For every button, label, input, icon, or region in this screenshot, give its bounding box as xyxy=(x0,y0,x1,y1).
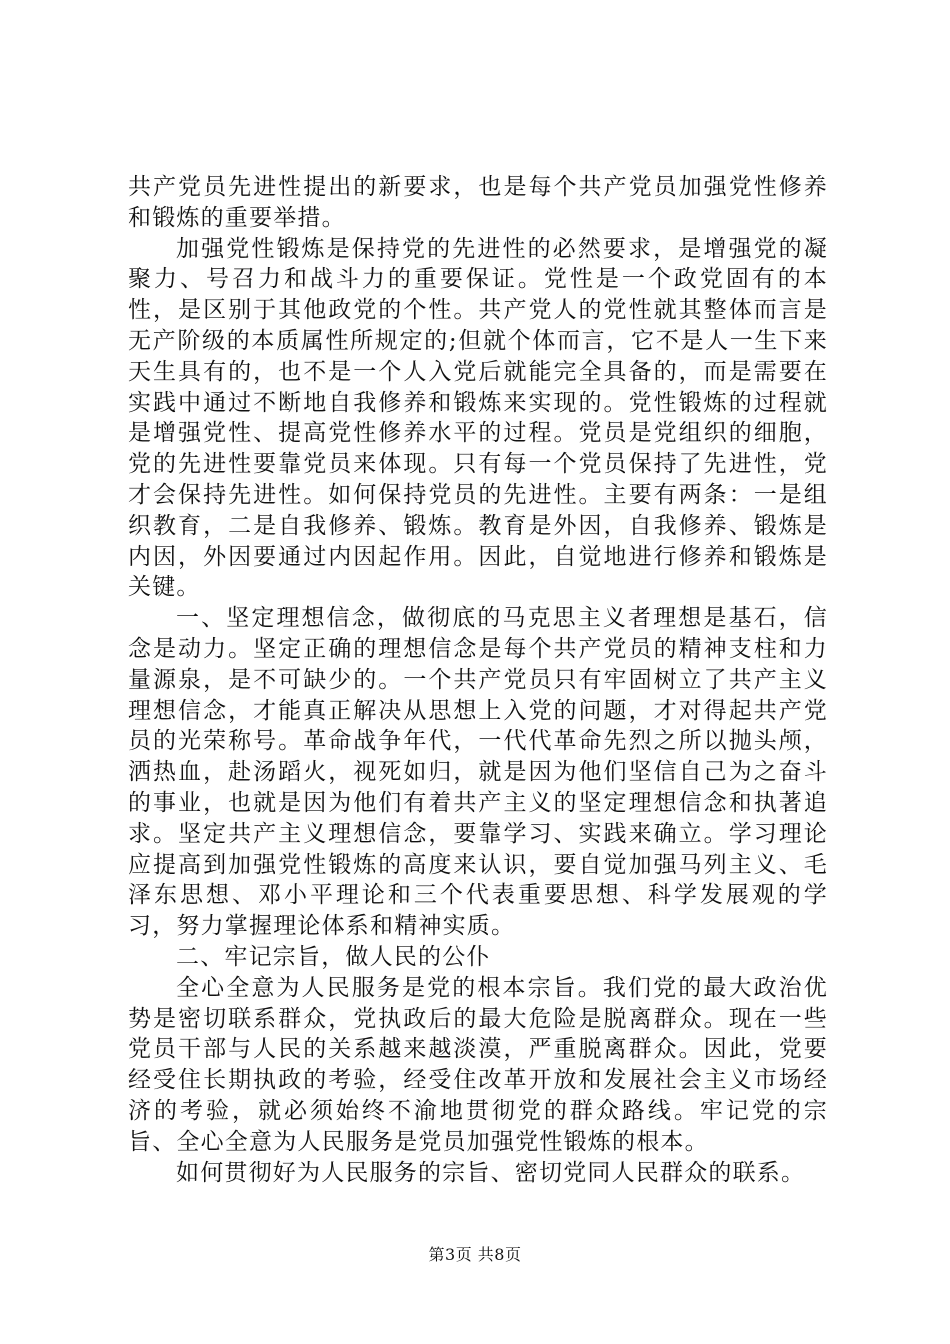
document-body xyxy=(128,172,828,1188)
paragraph-continuation: 共产党员先进性提出的新要求，也是每个共产党员加强党性修养和锻炼的重要举措。 xyxy=(128,174,828,231)
paragraph-section-one: 一、坚定理想信念，做彻底的马克思主义者理想是基石，信念是动力。坚定正确的理想信念是每个共产党员的精神支柱和力量源泉，是不可缺少的。一个共产党员只有牢固树立了共产主义理想信念，才能真正解决从思想上入党的问题，才对得起共产党员的光荣称号。革命战争年代，一代代革命先烈之所以抛头颅，洒热血，赴汤蹈火，视死如归，就是因为他们坚信自己为之奋斗的事业，也就是因为他们有着共产主义的坚定理想信念和执著追求。坚定共产主义理想信念，要靠学习、实践来确立。学习理论应提高到加强党性锻炼的高度来认识，要自觉加强马列主义、毛泽东思想、邓小平理论和三个代表重要思想、科学发展观的学习，努力掌握理论体系和精神实质。 xyxy=(128,605,828,940)
page-footer: 第3页 共8页 xyxy=(428,1245,522,1264)
paragraph-purpose: 全心全意为人民服务是党的根本宗旨。我们党的最大政治优势是密切联系群众，党执政后的最大危险是脱离群众。现在一些党员干部与人民的关系越来越淡漠，严重脱离群众。因此，党要经受住长期执政的考验，经受住改革开放和发展社会主义市场经济的考验，就必须始终不渝地贯彻党的群众路线。牢记党的宗旨、全心全意为人民服务是党员加强党性锻炼的根本。 xyxy=(128,974,828,1155)
section-heading-two: 二、牢记宗旨，做人民的公仆 xyxy=(176,943,491,970)
paragraph-party-spirit: 加强党性锻炼是保持党的先进性的必然要求，是增强党的凝聚力、号召力和战斗力的重要保证。党性是一个政党固有的本性，是区别于其他政党的个性。共产党人的党性就其整体而言是无产阶级的本质属性所规定的;但就个体而言，它不是人一生下来天生具有的，也不是一个人入党后就能完全具备的，而是需要在实践中通过不断地自我修养和锻炼来实现的。党性锻炼的过程就是增强党性、提高党性修养水平的过程。党员是党组织的细胞，党的先进性要靠党员来体现。只有每一个党员保持了先进性，党才会保持先进性。如何保持党员的先进性。主要有两条：一是组织教育，二是自我修养、锻炼。教育是外因，自我修养、锻炼是内因，外因要通过内因起作用。因此，自觉地进行修养和锻炼是关键。 xyxy=(128,235,828,601)
paragraph-closing-question: 如何贯彻好为人民服务的宗旨、密切党同人民群众的联系。 xyxy=(176,1159,806,1186)
